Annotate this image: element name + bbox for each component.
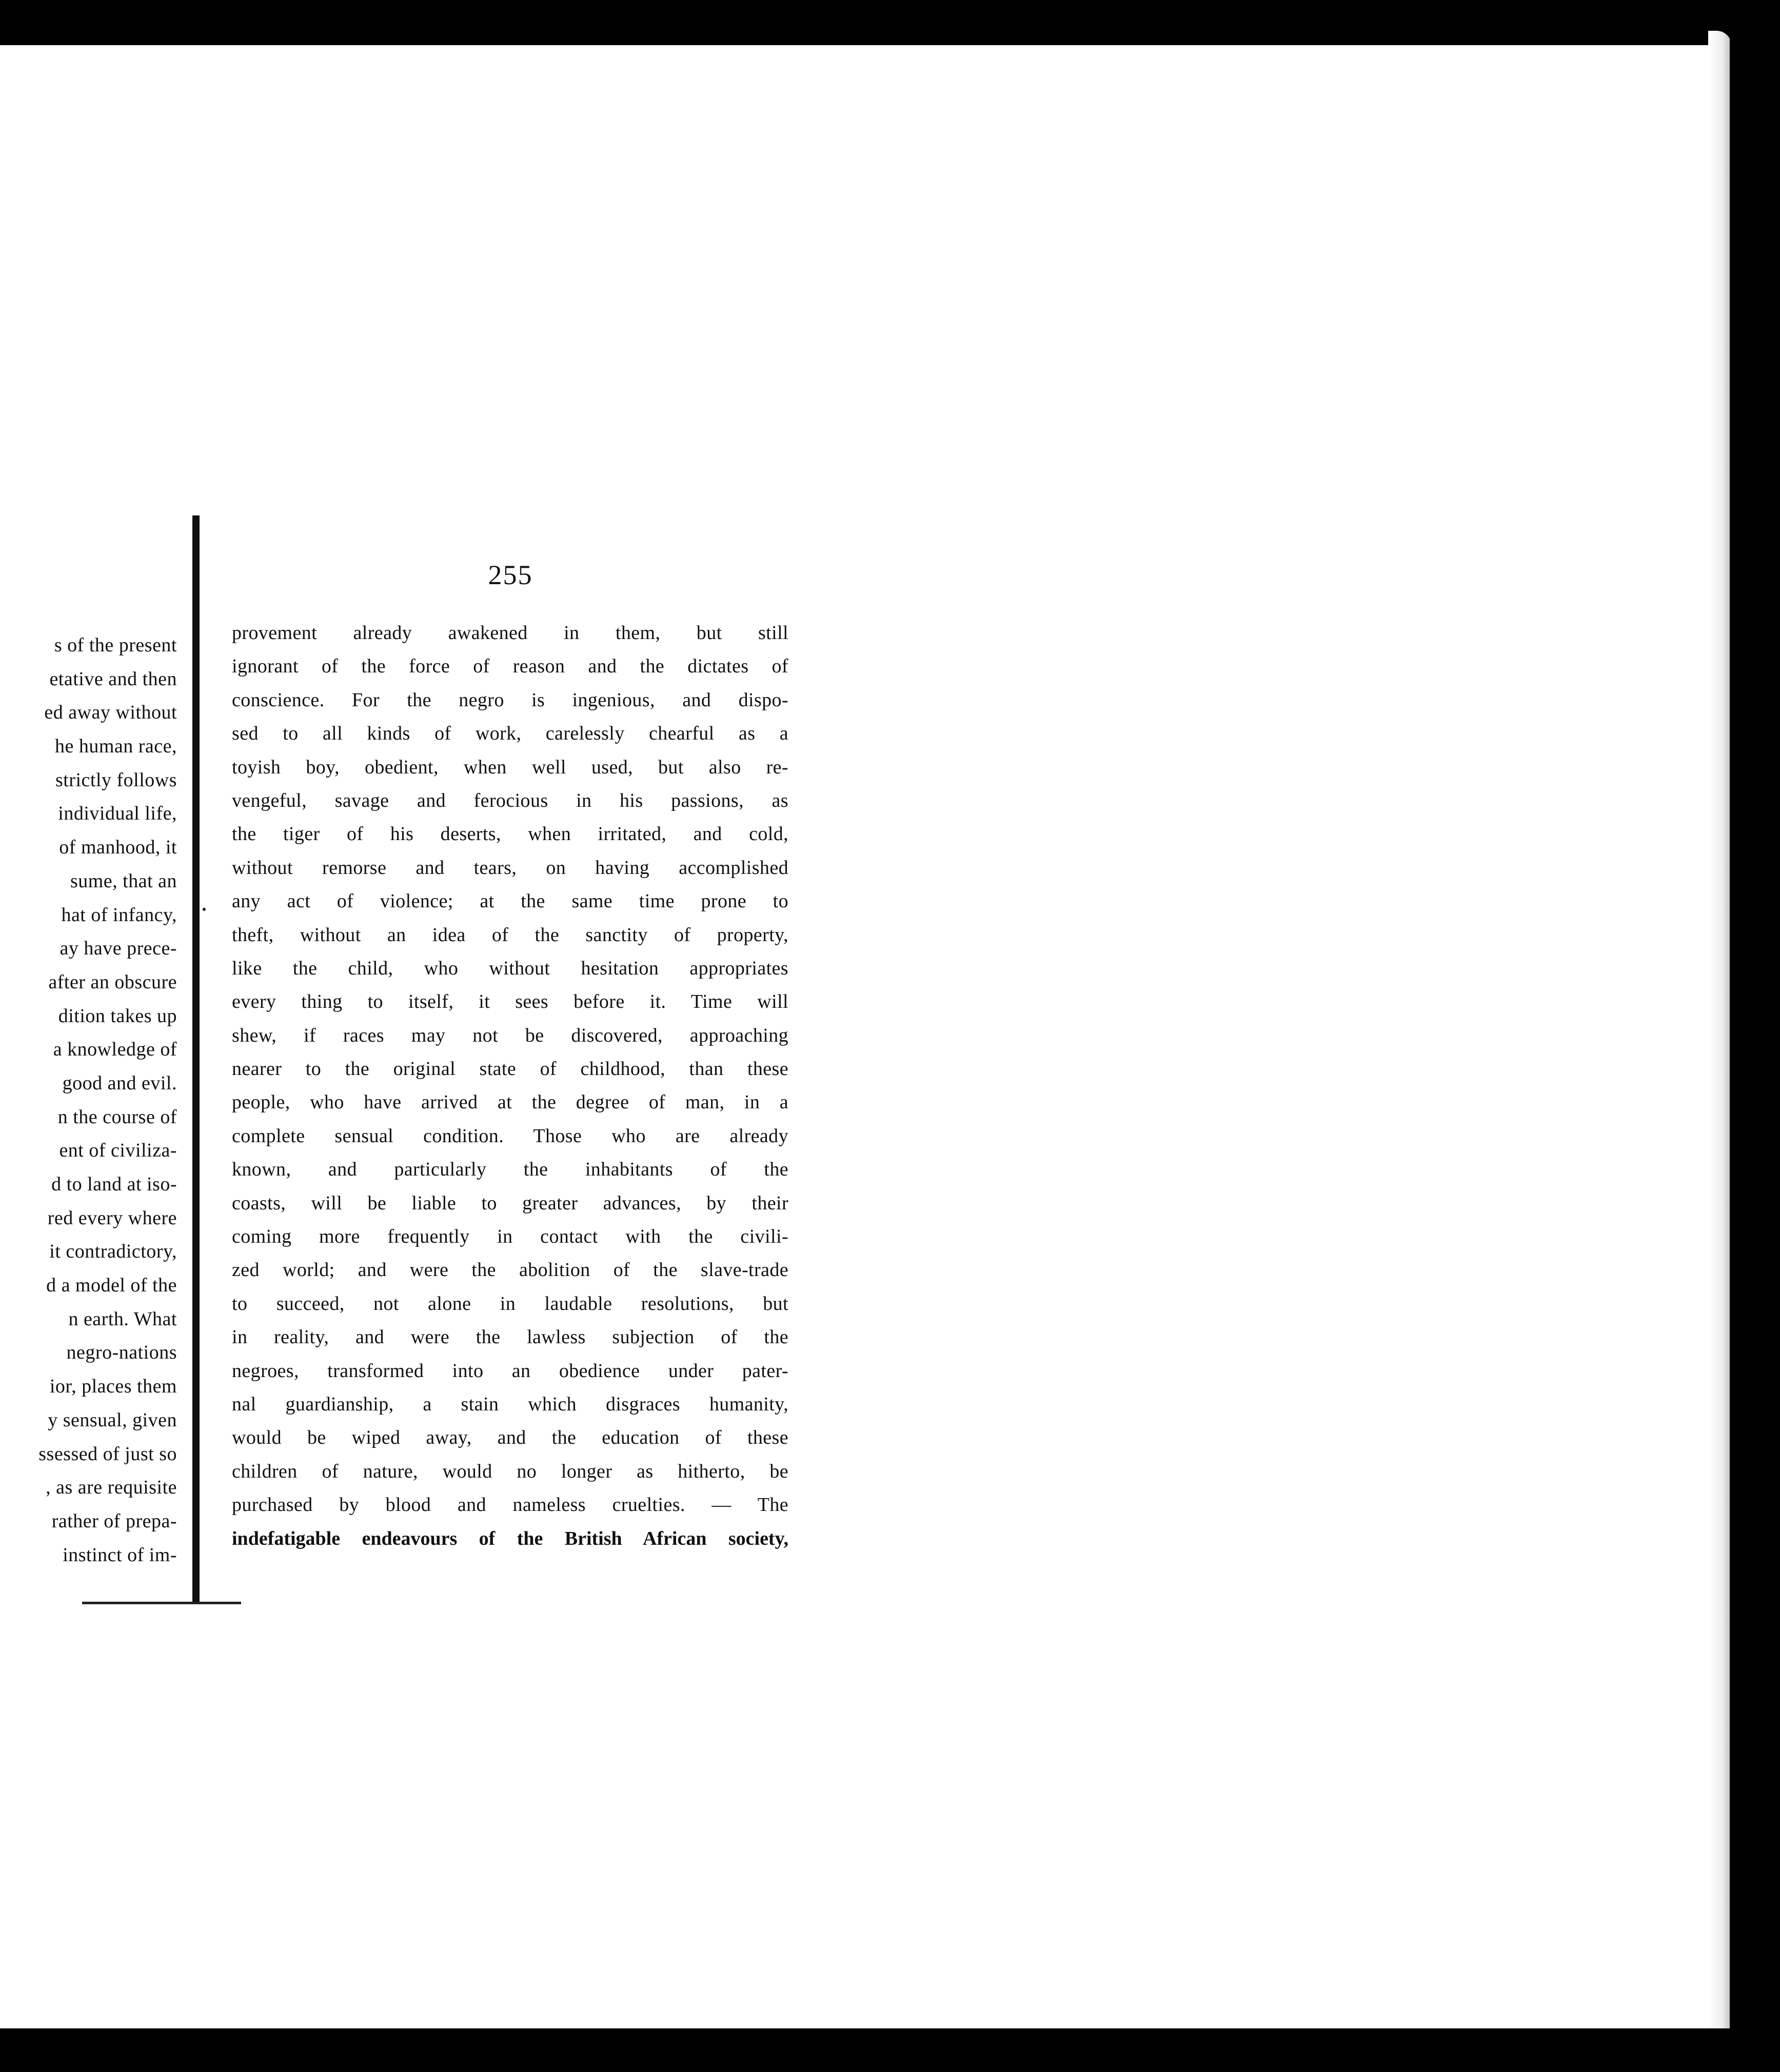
facing-line: y sensual, given: [48, 1409, 177, 1431]
text-line: people, who have arrived at the degree of man, in a: [232, 1091, 788, 1113]
binding-gutter-foot: [82, 1602, 241, 1604]
facing-line: strictly follows: [55, 769, 177, 791]
facing-line: good and evil.: [62, 1072, 177, 1094]
text-line: sed to all kinds of work, carelessly chearful as a: [232, 723, 788, 745]
text-line: ignorant of the force of reason and the dictates of: [232, 655, 788, 678]
facing-line: instinct of im-: [63, 1544, 177, 1566]
facing-line: , as are requisite: [46, 1477, 177, 1499]
text-line: any act of violence; at the same time prone to: [232, 890, 788, 912]
scan-border-top: [0, 0, 1780, 45]
facing-line: ent of civiliza-: [59, 1140, 177, 1162]
facing-line: a knowledge of: [53, 1039, 177, 1061]
page-number: 255: [488, 560, 533, 590]
facing-page-text: [38, 629, 177, 1572]
facing-line: d to land at iso-: [51, 1173, 177, 1195]
text-line: nal guardianship, a stain which disgraces humanity,: [232, 1393, 788, 1415]
text-line: known, and particularly the inhabitants of the: [232, 1159, 788, 1181]
facing-line: ssessed of just so: [38, 1443, 177, 1465]
scan-border-bottom: [0, 2028, 1780, 2072]
facing-page: [0, 615, 182, 1590]
text-line: theft, without an idea of the sanctity of property,: [232, 924, 788, 946]
text-line: zed world; and were the abolition of the slave-trade: [232, 1259, 788, 1281]
facing-line: ed away without: [44, 702, 177, 724]
scan-border-right: [1730, 36, 1780, 2036]
facing-line: red every where: [47, 1207, 177, 1229]
page-edge-shadow: [1708, 31, 1732, 2031]
text-line: in reality, and were the lawless subjection of the: [232, 1326, 788, 1348]
text-line: every thing to itself, it sees before it. Time will: [232, 991, 788, 1013]
facing-line: of manhood, it: [59, 836, 177, 859]
facing-line: he human race,: [54, 735, 177, 758]
text-line: indefatigable endeavours of the British African society,: [232, 1527, 788, 1549]
facing-line: rather of prepa-: [51, 1510, 177, 1532]
facing-line: hat of infancy,: [61, 904, 177, 926]
facing-line: negro-nations: [66, 1342, 177, 1364]
text-line: would be wiped away, and the education of these: [232, 1427, 788, 1449]
facing-line: n the course of: [57, 1106, 177, 1128]
text-line: complete sensual condition. Those who are already: [232, 1125, 788, 1147]
facing-line: etative and then: [49, 668, 177, 690]
text-line: like the child, who without hesitation appropriates: [232, 957, 788, 979]
text-line: to succeed, not alone in laudable resolutions, but: [232, 1292, 788, 1314]
text-line: children of nature, would no longer as hitherto, be: [232, 1460, 788, 1482]
text-line: the tiger of his deserts, when irritated, and cold,: [232, 823, 788, 845]
facing-line: ay have prece-: [60, 938, 177, 960]
facing-line: dition takes up: [58, 1005, 177, 1027]
text-line: conscience. For the negro is ingenious, and dispo-: [232, 689, 788, 711]
text-line: without remorse and tears, on having accomplished: [232, 856, 788, 879]
facing-line: ior, places them: [49, 1376, 177, 1398]
facing-line: after an obscure: [48, 971, 177, 993]
binding-gutter-rule: [192, 515, 200, 1603]
facing-line: s of the present: [54, 634, 177, 656]
facing-line: individual life,: [58, 803, 177, 825]
ink-fleck: [203, 908, 206, 911]
text-line: purchased by blood and nameless cruelties. — The: [232, 1494, 788, 1516]
text-line: coming more frequently in contact with the civili-: [232, 1226, 788, 1248]
text-line: shew, if races may not be discovered, approaching: [232, 1024, 788, 1046]
facing-line: d a model of the: [46, 1274, 177, 1297]
facing-line: n earth. What: [68, 1308, 177, 1330]
text-line: negroes, transformed into an obedience under pater-: [232, 1360, 788, 1382]
text-line: coasts, will be liable to greater advances, by their: [232, 1192, 788, 1214]
page-body-text: [232, 616, 788, 1556]
text-line: provement already awakened in them, but still: [232, 622, 788, 644]
text-line: toyish boy, obedient, when well used, but also re-: [232, 756, 788, 778]
text-line: vengeful, savage and ferocious in his passions, as: [232, 789, 788, 811]
text-line: nearer to the original state of childhood, than these: [232, 1058, 788, 1080]
facing-line: sume, that an: [70, 870, 177, 892]
facing-line: it contradictory,: [49, 1241, 177, 1263]
